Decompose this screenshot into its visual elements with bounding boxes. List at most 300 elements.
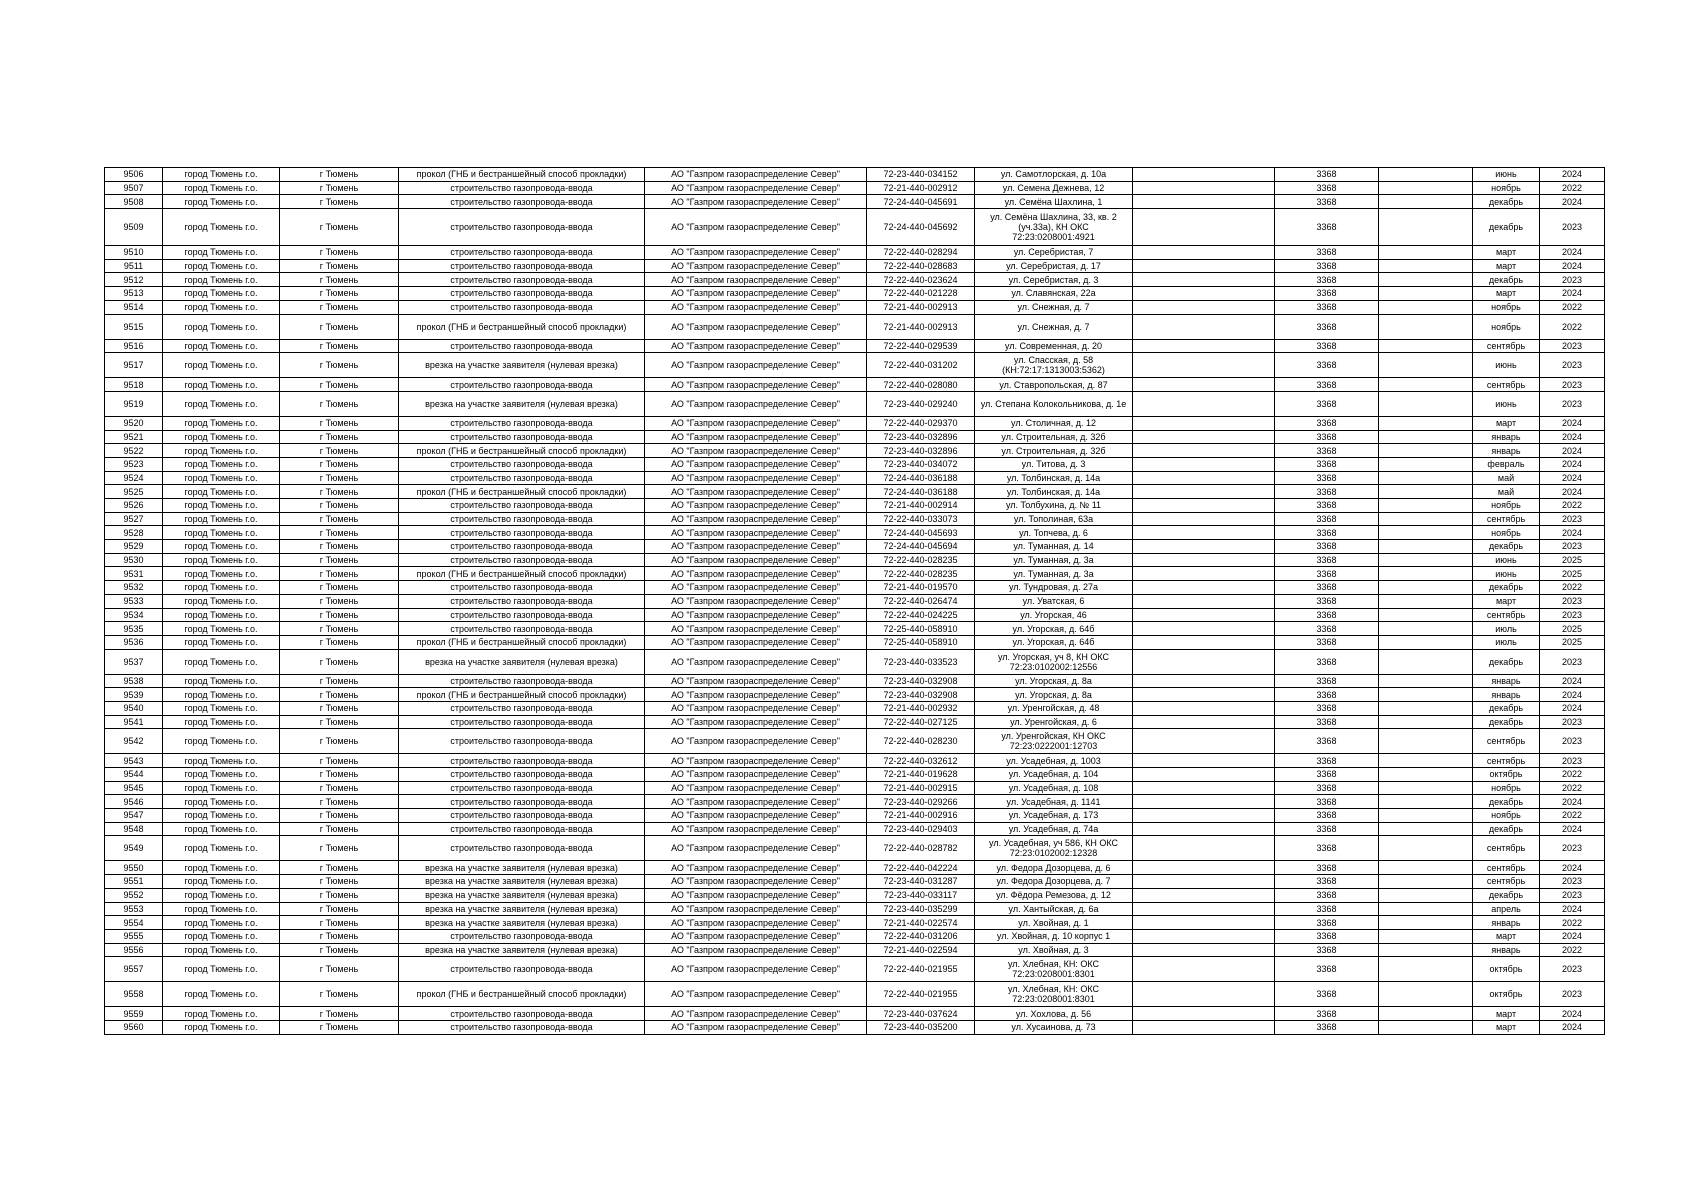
cell-application-code: 72-21-440-019570 [867,581,975,595]
cell-row-number: 9520 [105,416,163,430]
cell-address: ул. Семёна Шахлина, 33, кв. 2 (уч.33а), КН ОКС 72:23:0208001:4921 [975,209,1133,246]
cell-city: г Тюмень [280,540,399,554]
cell-address: ул. Серебристая, 7 [975,246,1133,260]
cell-work-type: строительство газопровода-ввода [399,553,645,567]
cell-application-code: 72-22-440-021228 [867,287,975,301]
table-row [105,499,1605,513]
cell-work-type: строительство газопровода-ввода [399,754,645,768]
cell-row-number: 9518 [105,378,163,392]
cell-address: ул. Хлебная, КН: ОКС 72:23:0208001:8301 [975,957,1133,982]
cell-municipality: город Тюмень г.о. [163,674,280,688]
cell-work-type: строительство газопровода-ввода [399,540,645,554]
cell-work-type: строительство газопровода-ввода [399,715,645,729]
cell-organization: АО "Газпром газораспределение Север" [645,273,867,287]
cell-empty [1133,457,1275,471]
cell-organization: АО "Газпром газораспределение Север" [645,1020,867,1034]
table-row [105,822,1605,836]
cell-year: 2024 [1540,457,1605,471]
cell-year: 2024 [1540,526,1605,540]
cell-municipality: город Тюмень г.о. [163,836,280,861]
cell-year: 2022 [1540,499,1605,513]
cell-city: г Тюмень [280,622,399,636]
cell-application-code: 72-23-440-034152 [867,168,975,182]
cell-application-code: 72-22-440-029539 [867,339,975,353]
cell-city: г Тюмень [280,688,399,702]
cell-empty [1379,622,1473,636]
cell-city: г Тюмень [280,430,399,444]
cell-work-type: строительство газопровода-ввода [399,259,645,273]
cell-empty [1379,391,1473,416]
cell-city: г Тюмень [280,457,399,471]
cell-organization: АО "Газпром газораспределение Север" [645,512,867,526]
cell-organization: АО "Газпром газораспределение Север" [645,195,867,209]
cell-row-number: 9555 [105,929,163,943]
cell-address: ул. Толбинская, д. 14а [975,485,1133,499]
cell-year: 2022 [1540,181,1605,195]
cell-row-number: 9521 [105,430,163,444]
cell-address: ул. Угорская, д. 64б [975,622,1133,636]
cell-row-number: 9546 [105,795,163,809]
table-row [105,781,1605,795]
cell-number: 3368 [1275,836,1379,861]
cell-empty [1133,836,1275,861]
cell-year: 2023 [1540,649,1605,674]
cell-organization: АО "Газпром газораспределение Север" [645,391,867,416]
cell-organization: АО "Газпром газораспределение Север" [645,822,867,836]
cell-city: г Тюмень [280,209,399,246]
cell-empty [1133,715,1275,729]
cell-organization: АО "Газпром газораспределение Север" [645,888,867,902]
cell-organization: АО "Газпром газораспределение Север" [645,300,867,314]
cell-year: 2024 [1540,444,1605,458]
cell-city: г Тюмень [280,701,399,715]
cell-work-type: строительство газопровода-ввода [399,1020,645,1034]
cell-number: 3368 [1275,457,1379,471]
cell-number: 3368 [1275,246,1379,260]
cell-application-code: 72-22-440-032612 [867,754,975,768]
cell-row-number: 9542 [105,729,163,754]
cell-city: г Тюмень [280,957,399,982]
cell-number: 3368 [1275,649,1379,674]
cell-row-number: 9529 [105,540,163,554]
cell-city: г Тюмень [280,246,399,260]
cell-work-type: строительство газопровода-ввода [399,416,645,430]
table-row [105,1020,1605,1034]
cell-organization: АО "Газпром газораспределение Север" [645,567,867,581]
cell-year: 2023 [1540,957,1605,982]
cell-work-type: прокол (ГНБ и бестраншейный способ прокладки) [399,444,645,458]
cell-city: г Тюмень [280,314,399,339]
cell-city: г Тюмень [280,809,399,823]
cell-application-code: 72-22-440-028683 [867,259,975,273]
cell-empty [1379,957,1473,982]
cell-application-code: 72-22-440-028235 [867,553,975,567]
cell-empty [1379,916,1473,930]
cell-row-number: 9539 [105,688,163,702]
cell-month: июнь [1473,168,1540,182]
cell-organization: АО "Газпром газораспределение Север" [645,209,867,246]
table-row [105,608,1605,622]
cell-municipality: город Тюмень г.о. [163,781,280,795]
cell-application-code: 72-23-440-032896 [867,444,975,458]
cell-municipality: город Тюмень г.о. [163,471,280,485]
cell-organization: АО "Газпром газораспределение Север" [645,430,867,444]
table-row [105,485,1605,499]
cell-address: ул. Усадебная, д. 74а [975,822,1133,836]
cell-number: 3368 [1275,353,1379,378]
cell-application-code: 72-23-440-034072 [867,457,975,471]
registry-table [104,167,1605,1035]
cell-application-code: 72-23-440-035200 [867,1020,975,1034]
cell-number: 3368 [1275,1007,1379,1021]
cell-month: ноябрь [1473,809,1540,823]
table-row [105,836,1605,861]
cell-row-number: 9530 [105,553,163,567]
cell-city: г Тюмень [280,729,399,754]
cell-month: ноябрь [1473,181,1540,195]
cell-year: 2024 [1540,861,1605,875]
cell-application-code: 72-21-440-002912 [867,181,975,195]
cell-address: ул. Уренгойская, д. 6 [975,715,1133,729]
cell-city: г Тюмень [280,1020,399,1034]
cell-row-number: 9510 [105,246,163,260]
cell-number: 3368 [1275,512,1379,526]
cell-organization: АО "Газпром газораспределение Север" [645,168,867,182]
cell-empty [1379,273,1473,287]
cell-city: г Тюмень [280,635,399,649]
cell-address: ул. Усадебная, д. 1003 [975,754,1133,768]
cell-number: 3368 [1275,888,1379,902]
cell-work-type: врезка на участке заявителя (нулевая врезка) [399,649,645,674]
cell-application-code: 72-23-440-032908 [867,674,975,688]
cell-city: г Тюмень [280,608,399,622]
cell-row-number: 9538 [105,674,163,688]
cell-city: г Тюмень [280,195,399,209]
cell-year: 2024 [1540,416,1605,430]
cell-address: ул. Снежная, д. 7 [975,314,1133,339]
cell-municipality: город Тюмень г.о. [163,339,280,353]
cell-organization: АО "Газпром газораспределение Север" [645,729,867,754]
cell-year: 2025 [1540,635,1605,649]
cell-application-code: 72-21-440-002914 [867,499,975,513]
table-row [105,353,1605,378]
cell-month: март [1473,287,1540,301]
cell-municipality: город Тюмень г.о. [163,861,280,875]
cell-number: 3368 [1275,861,1379,875]
table-row [105,635,1605,649]
cell-city: г Тюмень [280,471,399,485]
cell-municipality: город Тюмень г.о. [163,649,280,674]
cell-organization: АО "Газпром газораспределение Север" [645,929,867,943]
cell-year: 2024 [1540,485,1605,499]
cell-year: 2023 [1540,754,1605,768]
cell-number: 3368 [1275,540,1379,554]
cell-organization: АО "Газпром газораспределение Север" [645,246,867,260]
cell-address: ул. Серебристая, д. 3 [975,273,1133,287]
cell-month: сентябрь [1473,729,1540,754]
cell-month: март [1473,929,1540,943]
table-row [105,391,1605,416]
cell-year: 2024 [1540,822,1605,836]
cell-city: г Тюмень [280,822,399,836]
cell-empty [1133,635,1275,649]
cell-empty [1379,649,1473,674]
table-row [105,444,1605,458]
cell-row-number: 9556 [105,943,163,957]
cell-address: ул. Хантыйская, д. 6а [975,902,1133,916]
cell-work-type: строительство газопровода-ввода [399,273,645,287]
cell-empty [1379,754,1473,768]
cell-municipality: город Тюмень г.о. [163,715,280,729]
cell-empty [1133,499,1275,513]
cell-number: 3368 [1275,929,1379,943]
cell-month: март [1473,594,1540,608]
cell-month: январь [1473,688,1540,702]
cell-address: ул. Усадебная, д. 108 [975,781,1133,795]
cell-municipality: город Тюмень г.о. [163,594,280,608]
cell-row-number: 9513 [105,287,163,301]
cell-empty [1379,594,1473,608]
cell-month: ноябрь [1473,781,1540,795]
cell-empty [1133,273,1275,287]
cell-organization: АО "Газпром газораспределение Север" [645,581,867,595]
cell-municipality: город Тюмень г.о. [163,875,280,889]
table-row [105,526,1605,540]
cell-year: 2023 [1540,729,1605,754]
cell-application-code: 72-23-440-032908 [867,688,975,702]
table-row [105,674,1605,688]
cell-year: 2023 [1540,273,1605,287]
cell-row-number: 9560 [105,1020,163,1034]
cell-month: октябрь [1473,957,1540,982]
table-row [105,273,1605,287]
cell-year: 2024 [1540,1007,1605,1021]
cell-application-code: 72-22-440-028782 [867,836,975,861]
cell-month: декабрь [1473,795,1540,809]
cell-number: 3368 [1275,378,1379,392]
cell-empty [1379,512,1473,526]
cell-municipality: город Тюмень г.о. [163,622,280,636]
cell-work-type: строительство газопровода-ввода [399,622,645,636]
cell-number: 3368 [1275,339,1379,353]
cell-municipality: город Тюмень г.о. [163,943,280,957]
cell-application-code: 72-22-440-021955 [867,957,975,982]
cell-row-number: 9551 [105,875,163,889]
cell-work-type: строительство газопровода-ввода [399,209,645,246]
cell-empty [1133,391,1275,416]
cell-municipality: город Тюмень г.о. [163,916,280,930]
cell-row-number: 9552 [105,888,163,902]
cell-organization: АО "Газпром газораспределение Север" [645,688,867,702]
cell-year: 2022 [1540,581,1605,595]
cell-organization: АО "Газпром газораспределение Север" [645,715,867,729]
cell-address: ул. Хвойная, д. 1 [975,916,1133,930]
cell-address: ул. Тундровая, д. 27а [975,581,1133,595]
cell-municipality: город Тюмень г.о. [163,754,280,768]
cell-municipality: город Тюмень г.о. [163,300,280,314]
cell-city: г Тюмень [280,781,399,795]
cell-number: 3368 [1275,635,1379,649]
table-row [105,430,1605,444]
cell-organization: АО "Газпром газораспределение Север" [645,608,867,622]
cell-work-type: врезка на участке заявителя (нулевая врезка) [399,943,645,957]
cell-month: апрель [1473,902,1540,916]
cell-municipality: город Тюмень г.о. [163,795,280,809]
cell-year: 2023 [1540,608,1605,622]
cell-address: ул. Строительная, д. 32б [975,430,1133,444]
cell-year: 2024 [1540,259,1605,273]
cell-empty [1379,259,1473,273]
cell-month: декабрь [1473,715,1540,729]
cell-work-type: строительство газопровода-ввода [399,768,645,782]
cell-row-number: 9522 [105,444,163,458]
cell-application-code: 72-22-440-028080 [867,378,975,392]
cell-application-code: 72-24-440-036188 [867,471,975,485]
cell-application-code: 72-22-440-028230 [867,729,975,754]
cell-year: 2023 [1540,836,1605,861]
cell-city: г Тюмень [280,594,399,608]
cell-municipality: город Тюмень г.о. [163,195,280,209]
cell-municipality: город Тюмень г.о. [163,1007,280,1021]
cell-empty [1379,300,1473,314]
cell-empty [1379,553,1473,567]
cell-empty [1133,594,1275,608]
cell-municipality: город Тюмень г.о. [163,553,280,567]
cell-municipality: город Тюмень г.о. [163,378,280,392]
cell-organization: АО "Газпром газораспределение Север" [645,457,867,471]
cell-month: март [1473,416,1540,430]
table-row [105,649,1605,674]
cell-empty [1379,768,1473,782]
cell-empty [1379,688,1473,702]
cell-empty [1379,444,1473,458]
cell-year: 2023 [1540,888,1605,902]
cell-number: 3368 [1275,430,1379,444]
cell-empty [1379,982,1473,1007]
cell-application-code: 72-24-440-036188 [867,485,975,499]
cell-empty [1379,902,1473,916]
cell-empty [1379,943,1473,957]
cell-number: 3368 [1275,181,1379,195]
cell-year: 2022 [1540,314,1605,339]
cell-address: ул. Степана Колокольникова, д. 1е [975,391,1133,416]
cell-number: 3368 [1275,674,1379,688]
cell-organization: АО "Газпром газораспределение Север" [645,287,867,301]
cell-organization: АО "Газпром газораспределение Север" [645,916,867,930]
cell-number: 3368 [1275,526,1379,540]
table-body [105,168,1605,1035]
cell-empty [1379,195,1473,209]
cell-municipality: город Тюмень г.о. [163,485,280,499]
cell-month: сентябрь [1473,754,1540,768]
cell-city: г Тюмень [280,567,399,581]
cell-address: ул. Хусаинова, д. 73 [975,1020,1133,1034]
cell-city: г Тюмень [280,902,399,916]
cell-city: г Тюмень [280,754,399,768]
cell-number: 3368 [1275,287,1379,301]
cell-municipality: город Тюмень г.о. [163,181,280,195]
cell-municipality: город Тюмень г.о. [163,444,280,458]
cell-application-code: 72-21-440-002913 [867,314,975,339]
cell-municipality: город Тюмень г.о. [163,635,280,649]
cell-organization: АО "Газпром газораспределение Север" [645,485,867,499]
cell-application-code: 72-24-440-045693 [867,526,975,540]
cell-year: 2024 [1540,795,1605,809]
cell-application-code: 72-21-440-002913 [867,300,975,314]
cell-empty [1133,168,1275,182]
cell-address: ул. Фёдора Ремезова, д. 12 [975,888,1133,902]
cell-work-type: строительство газопровода-ввода [399,339,645,353]
cell-address: ул. Строительная, д. 32б [975,444,1133,458]
table-row [105,378,1605,392]
cell-empty [1379,567,1473,581]
cell-municipality: город Тюмень г.о. [163,540,280,554]
cell-municipality: город Тюмень г.о. [163,902,280,916]
cell-work-type: строительство газопровода-ввода [399,1007,645,1021]
cell-empty [1133,314,1275,339]
cell-work-type: врезка на участке заявителя (нулевая врезка) [399,916,645,930]
cell-month: сентябрь [1473,861,1540,875]
table-row [105,754,1605,768]
cell-organization: АО "Газпром газораспределение Север" [645,339,867,353]
cell-municipality: город Тюмень г.о. [163,391,280,416]
cell-address: ул. Славянская, 22а [975,287,1133,301]
cell-empty [1379,581,1473,595]
cell-empty [1379,499,1473,513]
cell-month: декабрь [1473,209,1540,246]
cell-organization: АО "Газпром газораспределение Север" [645,416,867,430]
cell-municipality: город Тюмень г.о. [163,581,280,595]
cell-city: г Тюмень [280,674,399,688]
cell-city: г Тюмень [280,181,399,195]
cell-municipality: город Тюмень г.о. [163,314,280,339]
cell-number: 3368 [1275,1020,1379,1034]
cell-empty [1379,729,1473,754]
cell-work-type: врезка на участке заявителя (нулевая врезка) [399,902,645,916]
cell-month: декабрь [1473,701,1540,715]
cell-work-type: строительство газопровода-ввода [399,195,645,209]
cell-number: 3368 [1275,314,1379,339]
table-row [105,982,1605,1007]
cell-number: 3368 [1275,273,1379,287]
cell-work-type: строительство газопровода-ввода [399,594,645,608]
cell-number: 3368 [1275,875,1379,889]
cell-number: 3368 [1275,471,1379,485]
cell-row-number: 9506 [105,168,163,182]
cell-year: 2024 [1540,701,1605,715]
cell-municipality: город Тюмень г.о. [163,457,280,471]
cell-number: 3368 [1275,581,1379,595]
cell-address: ул. Туманная, д. 3а [975,553,1133,567]
cell-year: 2024 [1540,902,1605,916]
cell-organization: АО "Газпром газораспределение Север" [645,540,867,554]
cell-empty [1379,540,1473,554]
table-row [105,457,1605,471]
cell-municipality: город Тюмень г.о. [163,768,280,782]
cell-empty [1379,836,1473,861]
cell-month: октябрь [1473,768,1540,782]
cell-month: февраль [1473,457,1540,471]
cell-month: май [1473,485,1540,499]
cell-empty [1133,567,1275,581]
cell-empty [1133,259,1275,273]
cell-city: г Тюмень [280,259,399,273]
cell-municipality: город Тюмень г.о. [163,512,280,526]
cell-work-type: строительство газопровода-ввода [399,701,645,715]
cell-number: 3368 [1275,729,1379,754]
cell-empty [1133,768,1275,782]
cell-empty [1133,754,1275,768]
